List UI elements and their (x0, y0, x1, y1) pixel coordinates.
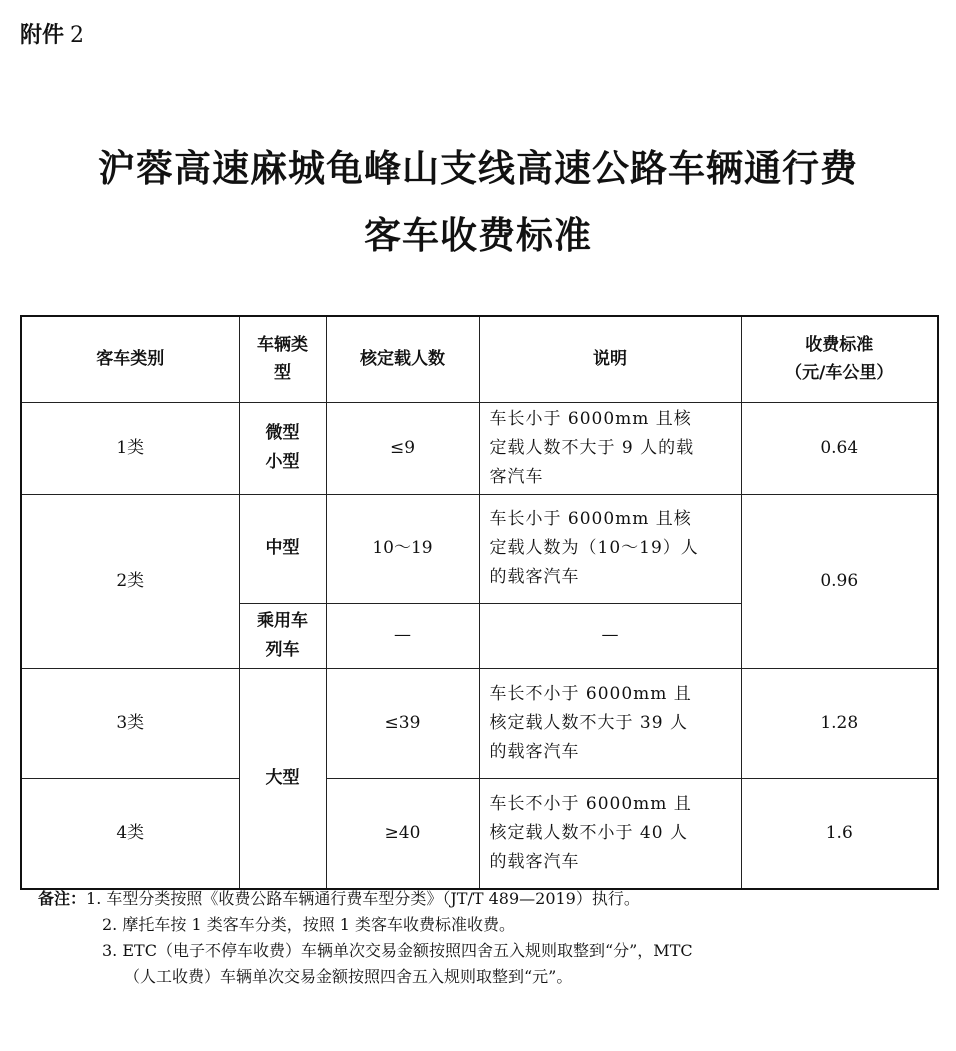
description-line3: 客汽车 (489, 466, 544, 487)
seats-cell: 10～19 (326, 494, 479, 603)
header-vehicle-type-line2: 型 (274, 363, 291, 384)
header-category: 客车类别 (21, 316, 239, 402)
description-line3: 的载客汽车 (489, 741, 580, 762)
vehicle-type-cell (239, 402, 326, 494)
table-row (21, 494, 938, 603)
description-line1: 车长小于 6000mm 且核 (489, 509, 692, 529)
vehicle-type-line2: 列车 (265, 639, 300, 660)
description-cell (479, 668, 741, 778)
description-line2: 核定载人数不小于 40 人 (489, 822, 688, 843)
rate-cell: 0.96 (741, 494, 938, 668)
note-3-continued: （人工收费）车辆单次交易金额按照四舍五入规则取整到“元”。 (124, 967, 573, 986)
category-cell: 3类 (21, 668, 239, 778)
header-rate-line1: 收费标准 (805, 335, 874, 356)
header-description: 说明 (479, 316, 741, 402)
header-seats: 核定载人数 (326, 316, 479, 402)
description-line1: 车长小于 6000mm 且核 (489, 408, 692, 429)
header-vehicle-type (239, 316, 326, 402)
table-row (21, 778, 938, 889)
attachment-label (20, 18, 84, 49)
description-cell (479, 494, 741, 603)
seats-cell: ≥40 (326, 778, 479, 889)
description-line1: 车长不小于 6000mm 且 (489, 793, 692, 814)
fee-table (20, 315, 939, 890)
header-rate-line2: （元/车公里） (785, 363, 894, 384)
vehicle-type-line1: 乘用车 (257, 610, 308, 631)
category-cell: 4类 (21, 778, 239, 889)
seats-cell: — (326, 603, 479, 668)
notes-label: 备注： (38, 889, 87, 908)
rate-cell: 1.6 (741, 778, 938, 889)
notes-section (38, 886, 943, 990)
table-row (21, 668, 938, 778)
vehicle-type-line2: 小型 (265, 452, 300, 472)
description-cell (479, 778, 741, 889)
note-3: 3. ETC（电子不停车收费）车辆单次交易金额按照四舍五入规则取整到“分”，MTC (102, 941, 693, 960)
table-row (21, 402, 938, 494)
description-line3: 的载客汽车 (489, 567, 580, 587)
header-vehicle-type-line1: 车辆类 (257, 335, 308, 356)
category-cell: 2类 (21, 494, 239, 668)
seats-cell: ≤39 (326, 668, 479, 778)
vehicle-type-cell: 中型 (239, 494, 326, 603)
rate-cell: 0.64 (741, 402, 938, 494)
description-line2: 定载人数为（10～19）人 (489, 538, 699, 558)
note-1-text: 1. 车型分类按照《收费公路车辆通行费车型分类》（JT/T 489—2019）执行。 (86, 889, 640, 908)
category-cell: 1类 (21, 402, 239, 494)
description-line1: 车长不小于 6000mm 且 (489, 683, 692, 704)
seats-cell: ≤9 (326, 402, 479, 494)
description-line2: 核定载人数不大于 39 人 (489, 712, 688, 733)
attachment-number: 2 (70, 23, 85, 48)
document-title-line2: 客车收费标准 (364, 214, 592, 257)
note-1 (38, 886, 943, 912)
description-line2: 定载人数不大于 9 人的载 (489, 437, 695, 458)
header-rate (741, 316, 938, 402)
description-cell: — (479, 603, 741, 668)
vehicle-type-cell (239, 603, 326, 668)
description-line3: 的载客汽车 (489, 851, 580, 872)
description-cell (479, 402, 741, 494)
note-2: 2. 摩托车按 1 类客车分类，按照 1 类客车收费标准收费。 (102, 915, 516, 934)
attachment-text: 附件 (20, 23, 65, 48)
rate-cell: 1.28 (741, 668, 938, 778)
table-header-row (21, 316, 938, 402)
vehicle-type-cell: 大型 (239, 668, 326, 889)
vehicle-type-line1: 微型 (265, 423, 300, 443)
document-title-line1: 沪蓉高速麻城龟峰山支线高速公路车辆通行费 (98, 147, 858, 190)
